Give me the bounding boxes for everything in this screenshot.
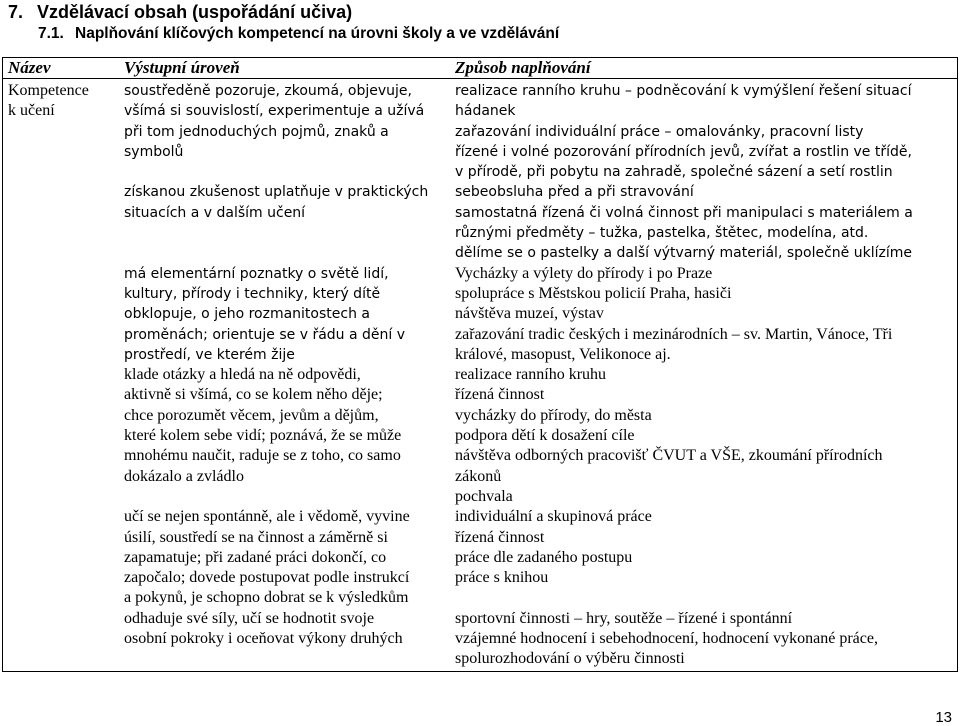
outcome-cell: [119, 182, 450, 263]
outcome-line: symbolů: [124, 143, 184, 160]
method-line: návštěva muzeí, výstav: [455, 305, 604, 323]
table-header-row: [3, 58, 957, 79]
method-line: řízené i volné pozorování přírodních jevů, zvířat a rostlin ve třídě,: [455, 143, 912, 160]
section-number: 7.: [8, 2, 24, 22]
subsection-number: 7.1.: [38, 25, 64, 42]
outcome-line: zapamatuje; při zadané práci dokončí, co: [124, 548, 387, 566]
method-line: v přírodě, při pobytu na zahradě, společné sázení a setí rostlin: [455, 164, 893, 181]
outcome-line: klade otázky a hledá na ně odpovědi,: [124, 366, 361, 384]
method-line: práce dle zadaného postupu: [455, 548, 633, 566]
outcome-line: a pokynů, je schopno dobrat se k výsledkům: [124, 589, 409, 607]
method-line: vzájemné hodnocení i sebehodnocení, hodnocení vykonané práce,: [455, 630, 878, 648]
outcome-line: chce porozumět věcem, jevům a dějům,: [124, 406, 379, 424]
method-cell: [450, 182, 957, 263]
method-cell: [450, 609, 957, 670]
method-line: podpora dětí k dosažení cíle: [455, 427, 635, 445]
outcome-cell: [119, 264, 450, 365]
method-line: různými předměty – tužka, pastelka, štětec, modelína, atd.: [455, 225, 869, 242]
outcome-line: aktivně si všímá, co se kolem něho děje;: [124, 386, 383, 404]
method-line: realizace ranního kruhu: [455, 366, 607, 384]
method-line: sportovní činnosti – hry, soutěže – řízené i spontánní: [455, 609, 793, 627]
outcome-line: kultury, přírody i techniky, který dítě: [124, 285, 381, 302]
outcome-line: dokázalo a zvládlo: [124, 467, 244, 485]
method-line: zařazování individuální práce – omalovánky, pracovní listy: [455, 123, 864, 140]
outcome-line: prostředí, ve kterém žije: [124, 346, 295, 363]
subsection-title: Naplňování klíčových kompetencí na úrovni školy a ve vzdělávání: [75, 25, 560, 42]
outcome-line: osobní pokroky i oceňovat výkony druhých: [124, 630, 403, 648]
method-line: králové, masopust, Velikonoce aj.: [455, 345, 671, 363]
outcome-line: situacích a v dalším učení: [124, 204, 306, 221]
outcome-line: mnohému naučit, raduje se z toho, co samo: [124, 447, 401, 465]
outcome-line: proměnách; orientuje se v řádu a dění v: [124, 326, 406, 343]
method-line: vycházky do přírody, do města: [455, 406, 652, 424]
method-cell: [450, 81, 957, 182]
outcome-line: při tom jednoduchých pojmů, znaků a: [124, 123, 389, 140]
competence-name-line: Kompetence: [8, 82, 89, 99]
method-line: řízená činnost: [455, 528, 545, 546]
outcome-line: učí se nejen spontánně, ale i vědomě, vyvine: [124, 508, 410, 526]
page-number: 13: [935, 709, 952, 726]
method-line: sebeobsluha před a při stravování: [455, 184, 694, 201]
method-line: individuální a skupinová práce: [455, 508, 652, 526]
method-cell: [450, 365, 957, 507]
outcome-line: soustředěně pozoruje, zkoumá, objevuje,: [124, 83, 412, 99]
outcome-cell: [119, 609, 450, 670]
method-cell: [450, 507, 957, 608]
column-header-outcome: Výstupní úroveň: [124, 58, 240, 77]
method-line: spolurozhodování o výběru činnosti: [455, 650, 685, 668]
method-line: Vycházky a výlety do přírody i po Praze: [455, 264, 713, 282]
outcome-line: obklopuje, o jeho rozmanitostech a: [124, 306, 370, 323]
method-line: dělíme se o pastelky a další výtvarný materiál, společně uklízíme: [455, 245, 912, 262]
competence-table: [2, 57, 958, 672]
method-line: práce s knihou: [455, 569, 549, 587]
section-title: Vzdělávací obsah (uspořádání učiva): [37, 2, 353, 22]
method-line: spolupráce s Městskou policií Praha, hasiči: [455, 284, 732, 302]
table-body: [3, 79, 957, 671]
outcome-line: má elementární poznatky o světě lidí,: [124, 265, 389, 282]
method-line: samostatná řízená či volná činnost při manipulaci s materiálem a: [455, 204, 913, 221]
competence-name-cell: [3, 81, 119, 670]
outcome-cell: [119, 365, 450, 507]
method-line: zákonů: [455, 467, 502, 485]
outcome-cell: [119, 507, 450, 608]
competence-name-line: k učení: [8, 102, 55, 120]
method-line: řízená činnost: [455, 386, 545, 404]
column-header-name: Název: [8, 58, 51, 77]
outcome-line: získanou zkušenost uplatňuje v praktických: [124, 184, 429, 201]
method-line: zařazování tradic českých i mezinárodních – sv. Martin, Vánoce, Tři: [455, 325, 893, 343]
outcome-line: všímá si souvislostí, experimentuje a užívá: [124, 103, 425, 120]
outcome-line: odhaduje své síly, učí se hodnotit svoje: [124, 609, 375, 627]
method-line: návštěva odborných pracovišť ČVUT a VŠE, zkoumání přírodních: [455, 447, 883, 465]
outcome-line: které kolem sebe vidí; poznává, že se může: [124, 427, 402, 445]
outcome-line: úsilí, soustředí se na činnost a záměrně si: [124, 528, 388, 546]
subsection-heading: [38, 24, 559, 44]
outcome-cell: [119, 81, 450, 182]
outcome-line: započalo; dovede postupovat podle instrukcí: [124, 569, 410, 587]
method-line: hádanek: [455, 103, 516, 120]
method-line: pochvala: [455, 487, 513, 505]
column-header-method: Způsob naplňování: [455, 58, 591, 77]
section-heading: [8, 1, 352, 23]
method-line: realizace ranního kruhu – podněcování k vymýšlení řešení situací: [455, 83, 912, 99]
method-cell: [450, 264, 957, 365]
